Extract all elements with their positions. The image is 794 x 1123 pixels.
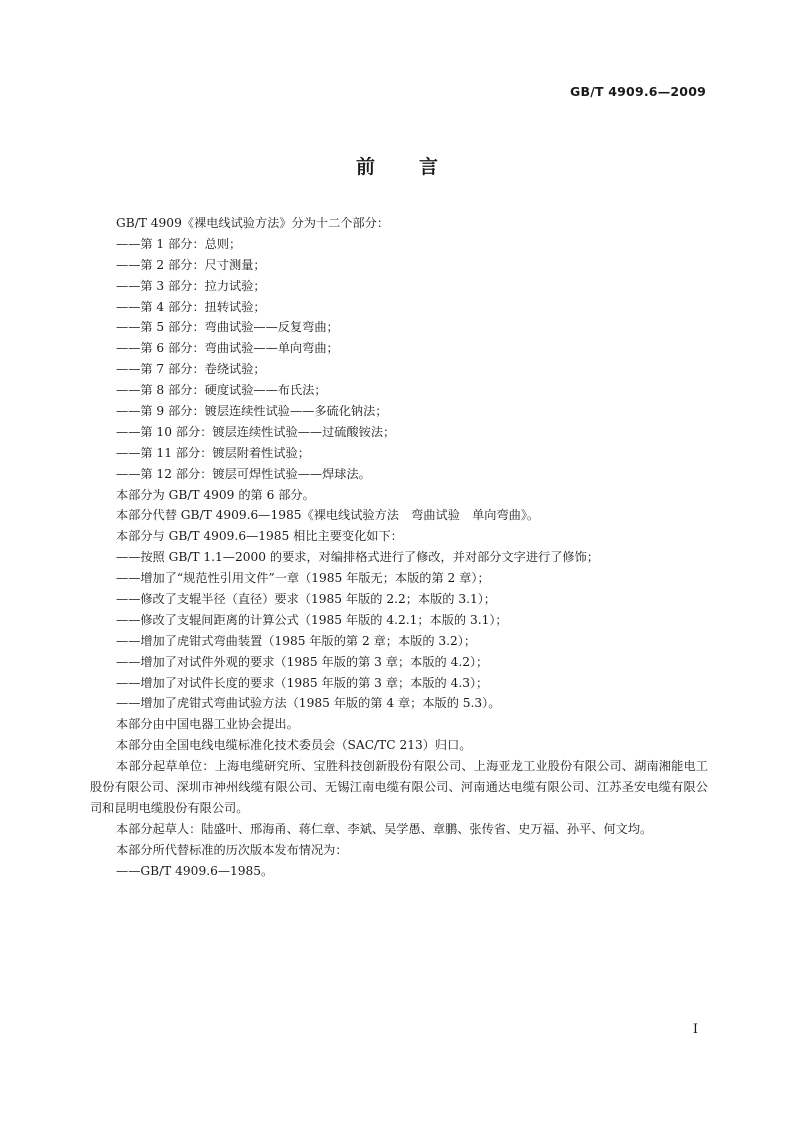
list-item: ——修改了支辊间距离的计算公式（1985 年版的 4.2.1；本版的 3.1）； xyxy=(116,612,508,627)
drafting-units-paragraph xyxy=(90,756,708,819)
list-item: ——增加了对试件外观的要求（1985 年版的第 3 章；本版的 4.2）； xyxy=(116,654,489,669)
list-item: ——第 6 部分：弯曲试验——单向弯曲； xyxy=(116,341,339,356)
list-item: ——增加了“规范性引用文件”一章（1985 年版无；本版的第 2 章）； xyxy=(116,571,490,586)
list-item: ——第 10 部分：镀层连续性试验——过硫酸铵法； xyxy=(116,424,396,439)
list-item: ——按照 GB/T 1.1—2000 的要求，对编排格式进行了修改，并对部分文字进行了修饰； xyxy=(116,550,599,565)
list-item: ——第 1 部分：总则； xyxy=(116,236,242,251)
list-item: ——GB/T 4909.6—1985。 xyxy=(116,863,274,878)
changes-intro-paragraph: 本部分与 GB/T 4909.6—1985 相比主要变化如下： xyxy=(116,529,403,544)
drafting-units-text: 本部分起草单位：上海电缆研究所、宝胜科技创新股份有限公司、上海亚龙工业股份有限公司、湖南湘能电工股份有限公司、深圳市神州线缆有限公司、无锡江南电缆有限公司、河南通达电缆有限公司、江苏圣安电缆有限公司和昆明电缆股份有限公司。 xyxy=(90,759,708,815)
page-number: I xyxy=(692,1022,698,1037)
replaces-paragraph: 本部分代替 GB/T 4909.6—1985《裸电线试验方法 弯曲试验 单向弯曲》。 xyxy=(116,508,540,523)
drafters-paragraph: 本部分起草人：陆盛叶、邢海甬、蒋仁章、李斌、吴学愚、章鹏、张传省、史万福、孙平、何文均。 xyxy=(116,821,653,836)
list-item: ——第 7 部分：卷绕试验； xyxy=(116,362,266,377)
list-item: ——第 12 部分：镀层可焊性试验——焊球法。 xyxy=(116,466,371,481)
list-item: ——第 2 部分：尺寸测量； xyxy=(116,257,266,272)
proposed-by-paragraph: 本部分由中国电器工业协会提出。 xyxy=(116,717,299,732)
this-part-paragraph: 本部分为 GB/T 4909 的第 6 部分。 xyxy=(116,487,315,502)
list-item: ——增加了对试件长度的要求（1985 年版的第 3 章；本版的 4.3）； xyxy=(116,675,489,690)
parts-list xyxy=(90,234,708,485)
list-item: ——第 11 部分：镀层附着性试验； xyxy=(116,445,310,460)
list-item: ——修改了支辊半径（直径）要求（1985 年版的 2.2；本版的 3.1）； xyxy=(116,592,496,607)
centralized-by-paragraph: 本部分由全国电线电缆标准化技术委员会（SAC/TC 213）归口。 xyxy=(116,738,472,753)
foreword-body xyxy=(90,213,708,882)
list-item: ——增加了虎钳式弯曲装置（1985 年版的第 2 章；本版的 3.2）； xyxy=(116,633,477,648)
intro-paragraph: GB/T 4909《裸电线试验方法》分为十二个部分： xyxy=(116,216,390,230)
page-title: 前言 xyxy=(355,156,482,178)
changes-list xyxy=(90,547,708,714)
list-item: ——增加了虎钳式弯曲试验方法（1985 年版的第 4 章；本版的 5.3）。 xyxy=(116,696,501,711)
standard-code: GB/T 4909.6—2009 xyxy=(570,84,706,99)
list-item: ——第 9 部分：镀层连续性试验——多硫化钠法； xyxy=(116,404,388,419)
list-item: ——第 8 部分：硬度试验——布氏法； xyxy=(116,383,327,398)
list-item: ——第 3 部分：拉力试验； xyxy=(116,278,266,293)
list-item: ——第 4 部分：扭转试验； xyxy=(116,299,266,314)
list-item: ——第 5 部分：弯曲试验——反复弯曲； xyxy=(116,320,339,335)
history-intro-paragraph: 本部分所代替标准的历次版本发布情况为： xyxy=(116,842,348,857)
